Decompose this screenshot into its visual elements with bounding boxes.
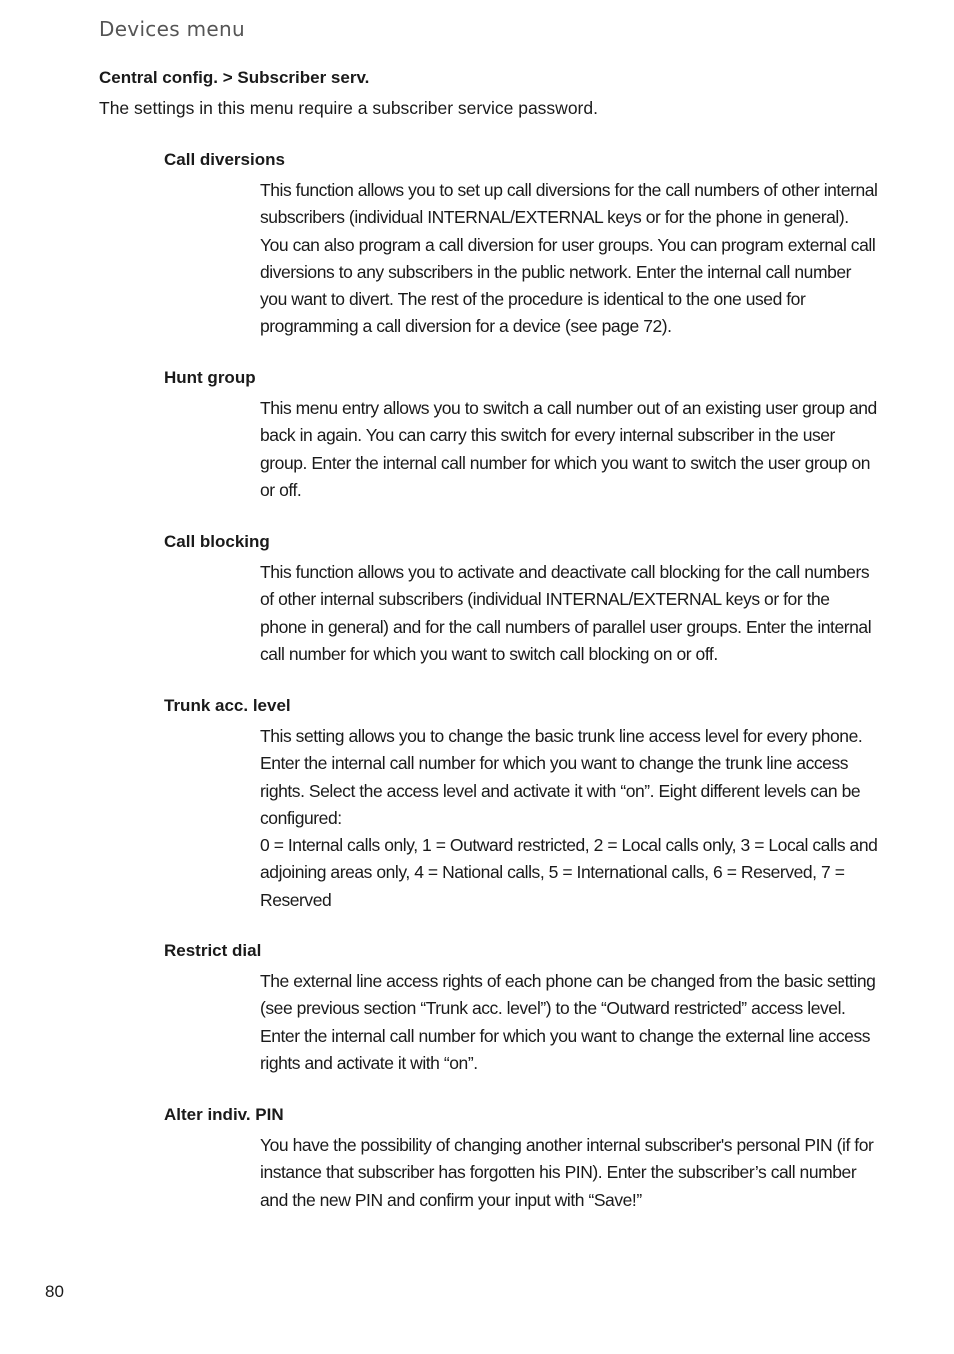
entry-paragraph: This function allows you to activate and deactivate call blocking for the call numbers of other internal subscribers (individual INTERNAL/EXTERNAL keys or for the phone in general) and for the call numbers of parallel user groups. Enter the internal call number for which you want to switch call blocking on or off. (260, 562, 872, 664)
entry-heading: Hunt group (164, 368, 256, 387)
entry-body (260, 723, 880, 914)
entry-paragraph: This function allows you to set up call diversions for the call numbers of other internal subscribers (individual INTERNAL/EXTERNAL keys or for the phone in general). You can also program a call diversion for user groups. You can program external call diversions to any subscribers in the public network. Enter the internal call number you want to divert. The rest of the procedure is identical to the one used for programming a call diversion for a device (see page 72). (260, 180, 878, 337)
running-head: Devices menu (99, 17, 245, 41)
entry-paragraph: This menu entry allows you to switch a call number out of an existing user group and back in again. You can carry this switch for every internal subscriber in the user group. Enter the internal call number for which you want to switch the user group on or off. (260, 398, 877, 500)
entry-body (260, 968, 880, 1077)
entry-heading: Call diversions (164, 150, 285, 169)
entry-heading: Call blocking (164, 532, 270, 551)
entry-heading: Trunk acc. level (164, 696, 291, 715)
entry-paragraph: This setting allows you to change the basic trunk line access level for every phone. Enter the internal call number for which you want to change the trunk line access rights. Select the access level and activate it with “on”. Eight different levels can be configured: (260, 726, 863, 828)
page-number: 80 (45, 1282, 64, 1301)
entry-paragraph: You have the possibility of changing another internal subscriber's personal PIN (if for instance that subscriber has forgotten his PIN). Enter the subscriber’s call number and the new PIN and confirm your input with “Save!” (260, 1135, 874, 1210)
entry-body (260, 395, 880, 504)
entry-body (260, 559, 880, 668)
entry-body (260, 177, 880, 341)
section-path-heading: Central config. > Subscriber serv. (99, 68, 370, 87)
entry-heading: Restrict dial (164, 941, 262, 960)
entry-heading: Alter indiv. PIN (164, 1105, 284, 1124)
entry-body (260, 1132, 880, 1214)
entry-paragraph: The external line access rights of each phone can be changed from the basic setting (see previous section “Trunk acc. level”) to the “Outward restricted” access level. Enter the internal call number for which you want to change the external line access rights and activate it with “on”. (260, 971, 876, 1073)
entry-paragraph-levels: 0 = Internal calls only, 1 = Outward restricted, 2 = Local calls only, 3 = Local calls and adjoining areas only, 4 = National calls, 5 = International calls, 6 = Reserved, 7 = Reserved (260, 835, 878, 910)
section-intro-text: The settings in this menu require a subscriber service password. (99, 98, 598, 118)
